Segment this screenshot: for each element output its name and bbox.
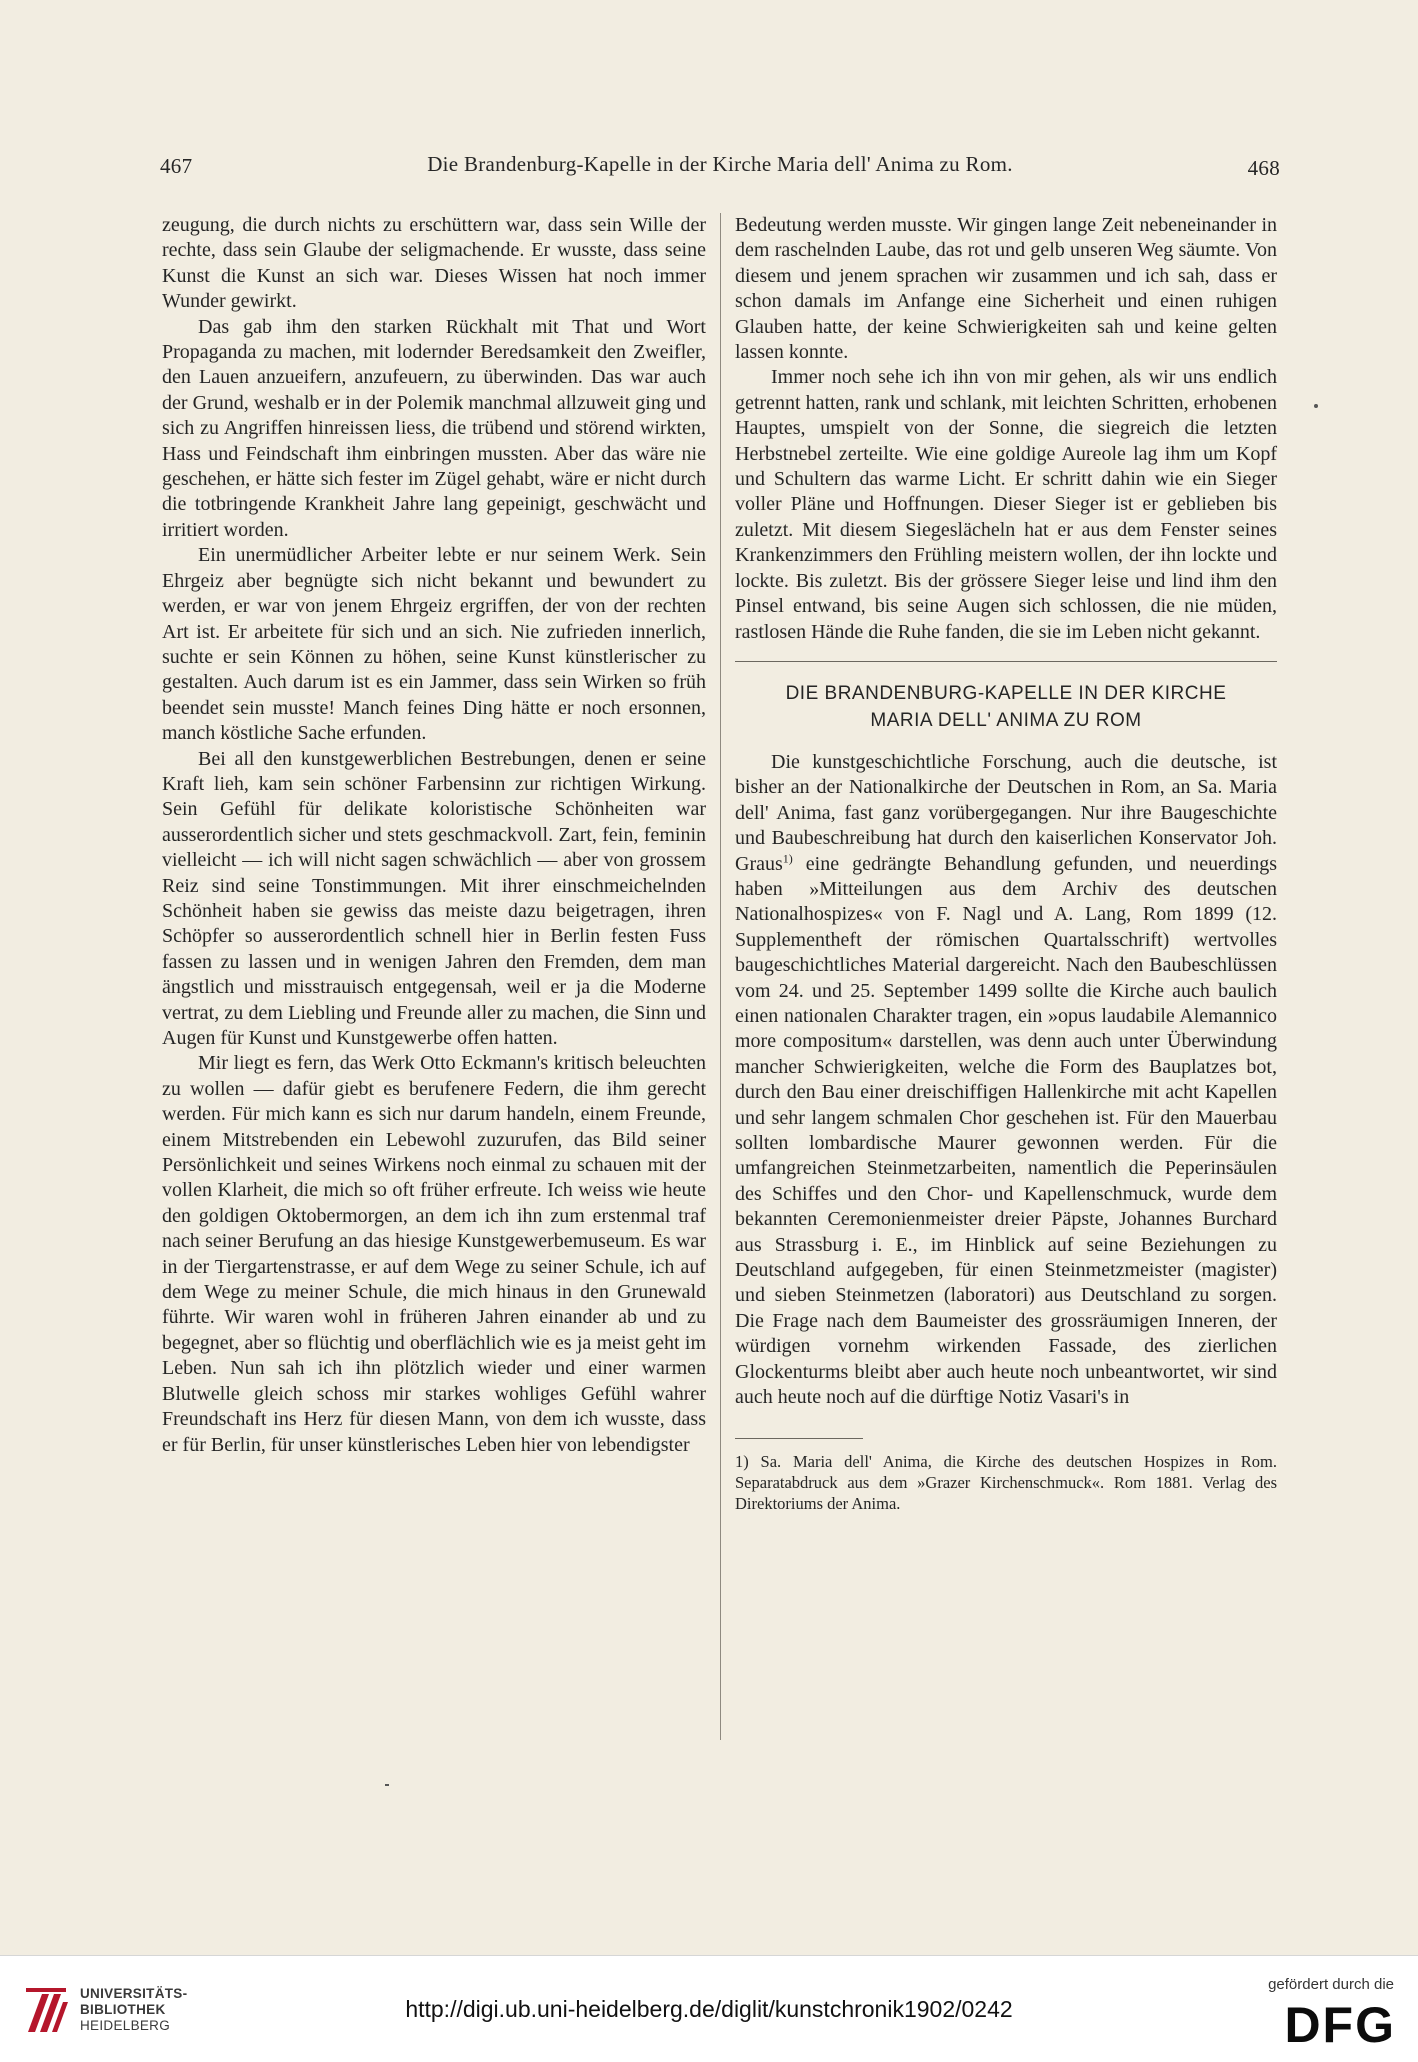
left-column <box>162 213 706 1458</box>
paragraph: Mir liegt es fern, das Werk Otto Eckmann's kritisch beleuchten zu wollen — dafür giebt es berufenere Federn, die ihm gerecht werden. Für mich kann es sich nur darum handeln, einem Freunde, einem Mitstrebenden ein Lebewohl zuzurufen, das Bild seiner Persönlichkeit und seines Wirkens noch einmal zu schauen mit der vollen Klarheit, die mich so oft früher erfreute. Ich weiss wie heute den goldigen Oktobermorgen, an dem ich ihn zum erstenmal traf nach seiner Berufung an das hiesige Kunstgewerbemuseum. Es war in der Tiergartenstrasse, er auf dem Wege zu seiner Schule, ich auf dem Wege zu meiner Schule, die mich hinaus in den Grunewald führte. Wir waren wohl in früheren Jahren einander ab und zu begegnet, aber so flüchtig und oberflächlich wie es ja meist geht im Leben. Nun sah ich ihn plötzlich wieder und einer warmen Blutwelle gleich schoss mir starkes wohliges Gefühl wahrer Freundschaft ins Herz für diesen Mann, von dem ich wusste, dass er für Berlin, für unser künstlerisches Leben hier von lebendigster <box>162 1052 706 1456</box>
footnote-rule <box>735 1438 863 1439</box>
article-title-line: MARIA DELL' ANIMA ZU ROM <box>870 709 1142 731</box>
dfg-logo-icon: DFG <box>1284 1997 1396 2053</box>
paragraph: Ein unermüdlicher Arbeiter lebte er nur seinem Werk. Sein Ehrgeiz aber begnügte sich nicht bekannt und bewundert zu werden, er war von jenem Ehrgeiz ergriffen, der von der rechten Art ist. Er arbeitete für sich und an sich. Nie zufrieden innerlich, suchte er sein Können zu höhen, seine Kunst künstlerischer zu gestalten. Auch darum ist es ein Jammer, dass sein Wirken so früh beendet sein musste! Manch feines Ding hätte er noch ersonnen, manch köstliche Sache erfunden. <box>162 544 706 745</box>
page-number-right: 468 <box>1247 156 1280 180</box>
paragraph: Bei all den kunstgewerblichen Bestrebungen, denen er seine Kraft lieh, kam sein schöner Farbensinn zur richtigen Wirkung. Sein Gefühl für delikate koloristische Schönheiten war ausserordentlich sicher und stets geschmackvoll. Zart, fein, feminin vielleicht — ich will nicht sagen schwächlich — aber von grossem Reiz sind seine Tonstimmungen. Mit ihrer einschmeichelnden Schönheit haben sie gewiss das meiste dazu beigetragen, ihren Schöpfer so ausserordentlich schnell hier in Berlin festen Fuss fassen zu lassen und in wenigen Jahren den Fremden, dem man ängstlich und misstrauisch entgegensah, weil er ja die Moderne vertrat, zu dem Liebling und Freunde aller zu machen, die Sinn und Augen für Kunst und Kunstgewerbe offen hatten. <box>162 747 706 1049</box>
paragraph: Bedeutung werden musste. Wir gingen lange Zeit nebeneinander in dem raschelnden Laube, das rot und gelb unseren Weg säumte. Von diesem und jenem sprachen wir zusammen und ich sah, dass er schon damals im Anfange eine Sicherheit und einen ruhigen Glauben hatte, der keine Schwierigkeiten sah und keine gelten lassen konnte. <box>735 214 1277 364</box>
funding-caption: gefördert durch die <box>1268 1976 1394 1993</box>
running-title: Die Brandenburg-Kapelle in der Kirche Maria dell' Anima zu Rom. <box>427 152 1013 176</box>
ink-speck <box>385 1784 389 1786</box>
viewer-footer <box>0 1955 1418 2062</box>
logo-text-line: HEIDELBERG <box>80 2018 171 2033</box>
page-number-left: 467 <box>160 154 193 178</box>
paragraph: zeugung, die durch nichts zu erschüttern war, dass sein Wille der rechte, dass sein Glaube der seligmachende. Er wusste, dass seine Kunst die Kunst an sich war. Dieses Wissen hat noch immer Wunder gewirkt. <box>162 214 706 313</box>
paragraph: Das gab ihm den starken Rückhalt mit That und Wort Propaganda zu machen, mit lodernder Beredsamkeit den Zweifler, den Lauen anzueifern, anzufeuern, zu überwinden. Das war auch der Grund, weshalb er in der Polemik manchmal allzuweit ging und sich zu Angriffen hinreissen liess, die trübend und störend wirkten, Hass und Feindschaft ihm einbringen mussten. Aber das wäre nie geschehen, er hätte sich fester im Zügel gehabt, wäre er nicht durch die totbringende Krankheit Jahre lang gepeinigt, geschwächt und irritiert worden. <box>162 315 706 541</box>
footnote: 1) Sa. Maria dell' Anima, die Kirche des deutschen Hospizes in Rom. Separatabdruck aus dem »Grazer Kirchenschmuck«. Rom 1881. Verlag des Direktoriums der Anima. <box>735 1452 1277 1514</box>
logo-text-line: BIBLIOTHEK <box>80 2002 166 2017</box>
logo-text-line: UNIVERSITÄTS- <box>80 1986 188 2001</box>
ink-speck <box>1314 404 1318 408</box>
permalink-url[interactable]: http://digi.ub.uni-heidelberg.de/diglit/kunstchronik1902/0242 <box>405 1996 1013 2022</box>
article-text: Die kunstgeschichtliche Forschung, auch die deutsche, ist bisher an der Nationalkirche der Deutschen in Rom, an Sa. Maria dell' Anima, fast ganz vorübergegangen. Nur ihre Baugeschichte und Baubeschreibung hat durch den kaiserlichen Konservator Joh. Graus <box>735 750 1277 875</box>
paragraph: Immer noch sehe ich ihn von mir gehen, als wir uns endlich getrennt hatten, rank und schlank, mit leichten Schritten, erhobenen Hauptes, umspielt von der Sonne, die siegreich die letzten Herbstnebel zerteilte. Wie eine goldige Aureole lag ihm um Kopf und Schultern das warme Licht. Er schritt dahin wie ein Sieger voller Pläne und Hoffnungen. Dieser Sieger ist er geblieben bis zuletzt. Mit diesem Siegeslächeln hat er aus dem Fenster seines Krankenzimmers den Frühling meistern wollen, der ihn lockte und lockte. Bis zuletzt. Bis der grössere Sieger leise und lind ihm den Pinsel entwand, bis seine Augen sich schlossen, die nie müden, rastlosen Hände die Ruhe fanden, die sie im Leben nicht gekannt. <box>735 366 1277 643</box>
footnote-reference: 1) <box>782 850 793 865</box>
article-title-line: DIE BRANDENBURG-KAPELLE IN DER KIRCHE <box>785 682 1227 704</box>
article-text: eine gedrängte Behandlung gefunden, und neuerdings haben »Mitteilungen aus dem Archiv des deutschen Nationalhospizes« von F. Nagl und A. Lang, Rom 1899 (12. Supplementheft der römischen Quartalsschrift) wertvolles baugeschichtliches Material dargereicht. Nach den Baubeschlüssen vom 24. und 25. September 1499 sollte die Kirche auch baulich einen nationalen Charakter tragen, ein »opus laudabile Alemannico more compositum« darstellen, was denn auch unter Überwindung mancher Schwierigkeiten, welche die Form des Bauplatzes bot, durch den Bau einer dreischiffigen Hallenkirche mit acht Kapellen und sehr langem schmalen Chor geschehen ist. Für den Mauerbau sollten lombardische Maurer gewonnen werden. Für die umfangreichen Steinmetzarbeiten, namentlich die Peperinsäulen des Schiffes und den Chor- und Kapellenschmuck, wurde dem bekannten Ceremonienmeister dreier Päpste, Johannes Burchard aus Strassburg i. E., im Hinblick auf seine Beziehungen zu Deutschland aufgegeben, für einen Steinmetzmeister (magister) und sieben Steinmetzen (laboratori) aus Deutschland zu sorgen. Die Frage nach dem Baumeister des grossräumigen Inneren, der würdigen vornehm wirkenden Fassade, des zierlichen Glockenturms bleibt aber auch heute noch unbeantwortet, wir sind auch heute noch auf die dürftige Notiz Vasari's in <box>735 852 1277 1409</box>
running-header <box>160 150 1280 186</box>
article-title <box>735 680 1277 734</box>
right-column <box>735 213 1277 1514</box>
article-separator <box>735 661 1277 662</box>
article-paragraph <box>735 750 1277 1411</box>
column-divider <box>720 213 721 1740</box>
